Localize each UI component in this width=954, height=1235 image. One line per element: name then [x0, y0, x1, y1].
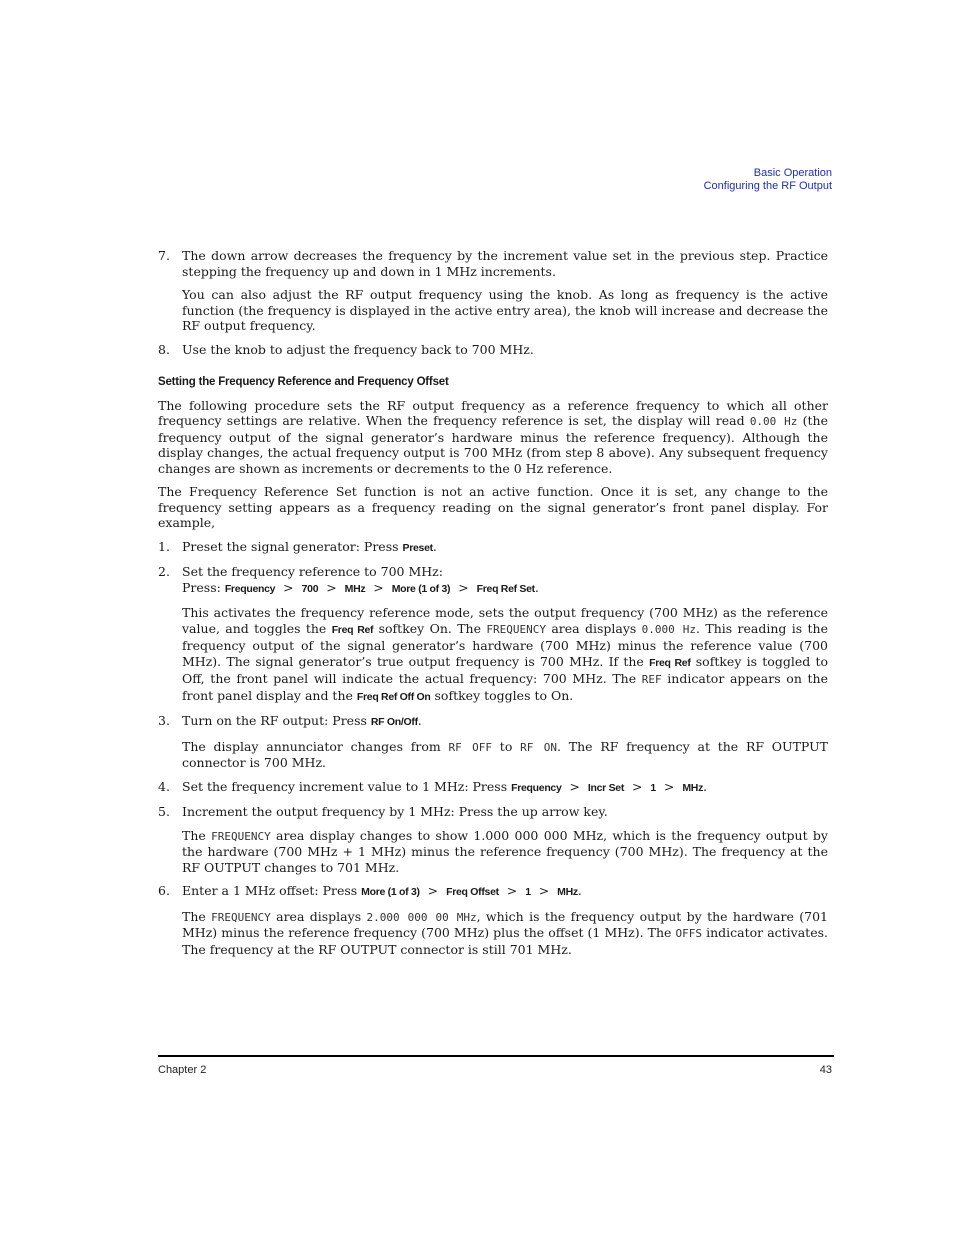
- frequency-key: Frequency: [224, 582, 276, 595]
- preset-key: Preset: [402, 541, 433, 554]
- mhz-key: MHz: [557, 886, 578, 898]
- freq-ref-key: Freq Ref: [649, 656, 691, 669]
- key-sequence: Press: Frequency > 700 > MHz > More (1 of 3) > Freq Ref Set.: [182, 579, 539, 595]
- step-8: [158, 342, 828, 358]
- freq-ref-set-key: Freq Ref Set: [476, 582, 535, 595]
- step-4: 4. Set the frequency increment value to 1 MHz: Press Frequency > Incr Set > 1 > MHz.: [158, 778, 708, 794]
- frequency-key: Frequency: [511, 781, 562, 794]
- step-1: 1. Preset the signal generator: Press Preset.: [158, 538, 437, 554]
- step-7: [158, 248, 828, 279]
- intro-paragraph-1: The following procedure sets the RF output frequency as a reference frequency to which all other frequency settings are relative. When the frequency reference is set, the display will read 0.00 Hz (the frequency output of the signal generator’s hardware minus the reference frequency). Although the display changes, the actual frequency output is 700 MHz (from step 8 above). Any subsequent frequency changes are shown as increments or decrements to the 0 Hz reference.: [158, 397, 828, 476]
- header-subsection: Configuring the RF Output: [703, 180, 832, 192]
- more-key: More (1 of 3): [391, 582, 451, 595]
- step-number: 4.: [158, 778, 170, 794]
- step-text: Increment the output frequency by 1 MHz: Press the up arrow key.: [182, 804, 608, 819]
- step-3-note: The display annunciator changes from RF OFF to RF ON. The RF frequency at the RF OUTPUT connector is 700 MHz.: [182, 738, 828, 770]
- step-5: [158, 804, 828, 820]
- rf-on-off-key: RF On/Off: [370, 716, 418, 728]
- 1-key: 1: [525, 886, 531, 898]
- page-number: 43: [819, 1064, 832, 1076]
- step-6-note: The FREQUENCY area displays 2.000 000 00 MHz, which is the frequency output by the hardware (701 MHz) minus the reference frequency (700 MHz) plus the offset (1 MHz). The OFFS indicator activates. The frequency at the RF OUTPUT connector is still 701 MHz.: [182, 908, 828, 957]
- more-key: More (1 of 3): [361, 886, 420, 898]
- step-number: 1.: [158, 538, 170, 554]
- step-number: 8.: [158, 341, 170, 357]
- step-text: Use the knob to adjust the frequency back to 700 MHz.: [182, 341, 534, 357]
- step-2: [158, 564, 828, 597]
- step-2-note: This activates the frequency reference mode, sets the output frequency (700 MHz) as the reference value, and toggles the Freq Ref softkey On. The FREQUENCY area displays 0.000 Hz. This reading is the frequency output of the signal generator’s hardware (700 MHz) minus the reference value (700 MHz). The signal generator’s true output frequency is 700 MHz. If the Freq Ref softkey is toggled to Off, the front panel will indicate the actual frequency: 700 MHz. The REF indicator appears on the front panel display and the Freq Ref Off On softkey toggles to On.: [182, 605, 828, 703]
- step-text: The down arrow decreases the frequency by the increment value set in the previous step. Practice stepping the frequency up and down in 1 MHz increments.: [182, 248, 828, 279]
- freq-ref-key: Freq Ref: [331, 623, 374, 636]
- freq-offset-key: Freq Offset: [446, 886, 499, 898]
- incr-set-key: Incr Set: [587, 781, 625, 794]
- footer-rule: [158, 1055, 834, 1057]
- footer-chapter: Chapter 2: [158, 1064, 207, 1076]
- step-5-note: The FREQUENCY area display changes to show 1.000 000 000 MHz, which is the frequency output by the hardware (700 MHz + 1 MHz) minus the reference frequency (700 MHz). The frequency at the RF OUTPUT changes to 701 MHz.: [182, 827, 828, 875]
- freq-ref-off-on-key: Freq Ref Off On: [356, 690, 431, 703]
- mhz-key: MHz: [682, 781, 704, 794]
- step-number: 7.: [158, 248, 170, 263]
- running-header: [704, 167, 832, 193]
- step-number: 5.: [158, 804, 170, 819]
- 700-key: 700: [301, 582, 319, 595]
- intro-paragraph-2: The Frequency Reference Set function is not an active function. Once it is set, any change to the frequency setting appears as a frequency reading on the signal generator’s front panel display. For example,: [158, 484, 828, 530]
- section-heading: Setting the Frequency Reference and Frequency Offset: [158, 376, 449, 388]
- body-content: [158, 248, 828, 965]
- step-number: 2.: [158, 564, 170, 579]
- step-number: 6.: [158, 883, 170, 898]
- step-6: 6. Enter a 1 MHz offset: Press More (1 of 3) > Freq Offset > 1 > MHz.: [158, 883, 582, 898]
- step-7-note: You can also adjust the RF output frequency using the knob. As long as frequency is the active function (the frequency is displayed in the active entry area), the knob will increase and decrease the RF output frequency.: [182, 287, 828, 333]
- display-readout: 0.00 Hz: [749, 415, 798, 428]
- step-3: 3. Turn on the RF output: Press RF On/Off.: [158, 713, 422, 728]
- step-text: Set the frequency reference to 700 MHz:: [182, 564, 443, 579]
- header-section: Basic Operation: [753, 167, 832, 179]
- mhz-key: MHz: [344, 582, 366, 595]
- step-number: 3.: [158, 713, 170, 728]
- 1-key: 1: [650, 781, 656, 794]
